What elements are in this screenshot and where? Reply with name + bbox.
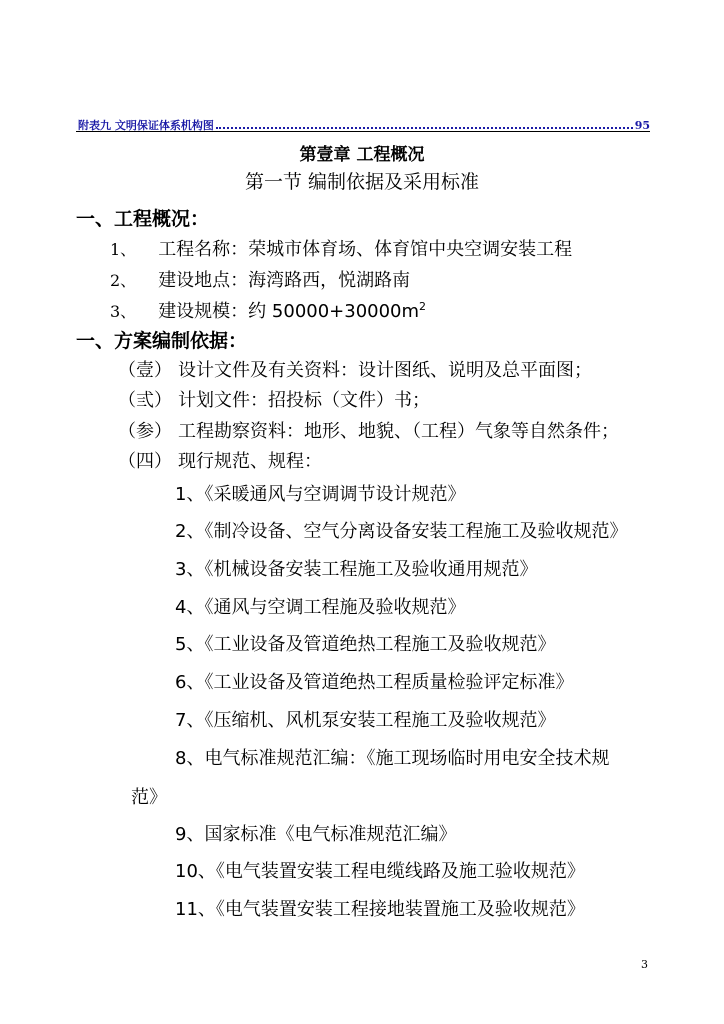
basis-number: （壹） [118,360,172,381]
standard-item: 8、电气标准规范汇编：《施工现场临时用电安全技术规 [175,748,610,769]
item-text: 建设规模：约 50000+30000m [158,301,420,322]
standard-item: 2、《制冷设备、空气分离设备安装工程施工及验收规范》 [175,521,628,542]
basis-text: 计划文件：招投标（文件）书； [178,390,430,411]
standard-item: 4、《通风与空调工程施及验收规范》 [175,597,466,618]
project-item [110,297,426,323]
standard-item: 10、《电气装置安装工程电缆线路及施工验收规范》 [175,861,585,882]
part1-heading: 一、工程概况： [76,208,210,230]
basis-number: （参） [118,421,172,442]
toc-page-number[interactable]: 95 [634,119,650,132]
project-item [110,235,572,261]
basis-number: （四） [118,451,172,472]
standard-item: 1、《采暖通风与空调调节设计规范》 [175,484,466,505]
project-item [110,266,410,292]
item-text: 工程名称：荣城市体育场、体育馆中央空调安装工程 [158,239,573,260]
standard-item: 9、国家标准《电气标准规范汇编》 [175,824,457,845]
part2-heading: 一、方案编制依据： [76,330,248,352]
page-number: 3 [641,958,648,971]
standard-item: 5、《工业设备及管道绝热工程施工及验收规范》 [175,634,556,655]
basis-text: 现行规范、规程： [178,451,322,472]
chapter-title: 第壹章 工程概况 [299,145,425,165]
basis-item [118,447,322,473]
item-text: 建设地点：海湾路西，悦湖路南 [158,270,411,291]
basis-text: 工程勘察资料：地形、地貌、（工程）气象等自然条件； [178,421,619,442]
standard-item-continuation: 范》 [131,787,167,808]
standard-item: 7、《压缩机、风机泵安装工程施工及验收规范》 [175,710,556,731]
standard-item: 3、《机械设备安装工程施工及验收通用规范》 [175,559,538,580]
toc-leader-dots [216,127,633,129]
section-title: 第一节 编制依据及采用标准 [244,171,480,193]
superscript: 2 [419,300,427,313]
toc-label[interactable]: 附表九 文明保证体系机构图 [78,119,214,132]
basis-text: 设计文件及有关资料：设计图纸、说明及总平面图； [178,360,592,381]
item-number: 3、 [110,302,137,321]
item-number: 1、 [110,240,137,259]
basis-item [118,386,430,412]
basis-item [118,417,619,443]
basis-item [118,356,592,382]
header-rule [76,131,650,132]
standard-item: 6、《工业设备及管道绝热工程质量检验评定标准》 [175,672,574,693]
standard-item: 11、《电气装置安装工程接地装置施工及验收规范》 [175,899,585,920]
basis-number: （弎） [118,390,172,411]
item-number: 2、 [110,271,137,290]
